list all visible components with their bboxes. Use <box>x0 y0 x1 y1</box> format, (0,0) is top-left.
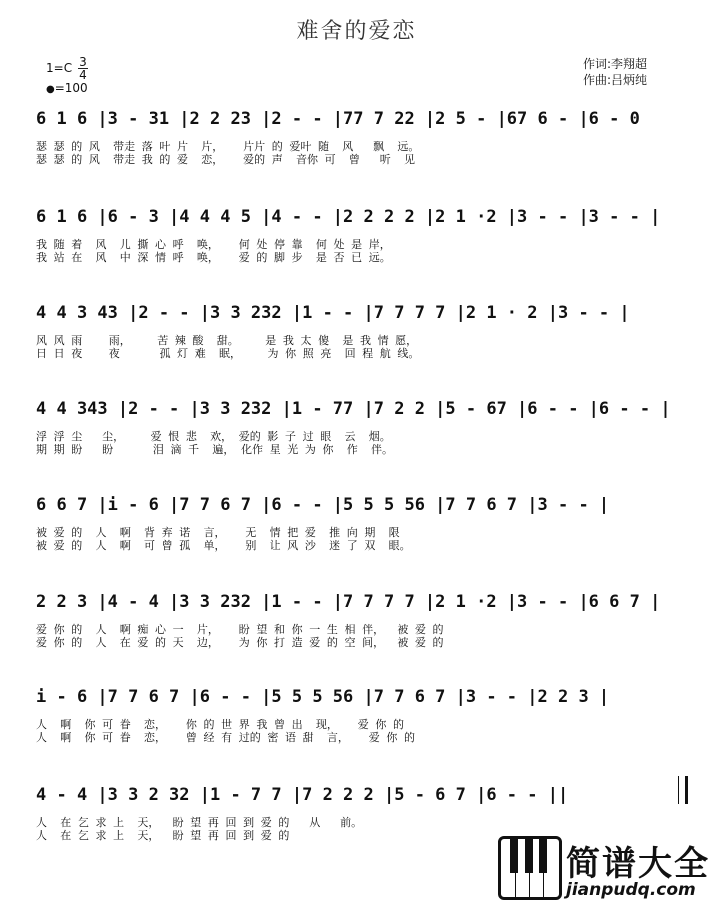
melody-line: 6 1 6 |6 - 3 |4 4 4 5 |4 - - |2 2 2 2 |2 1 ·2 |3 - - |3 - - | <box>36 207 661 227</box>
lyric-verse-1: 我 随 着 风 儿 撕 心 呼 唤， 何 处 停 靠 何 处 是 岸， <box>36 238 391 251</box>
piano-keys-icon <box>498 836 562 900</box>
lyric-verse-1: 浮 浮 尘 尘， 爱 恨 悲 欢， 爱的 影 子 过 眼 云 烟。 <box>36 430 391 443</box>
score-line-5 <box>36 494 688 552</box>
tempo-value: =100 <box>54 81 88 95</box>
time-sig-top: 3 <box>79 55 87 69</box>
final-barline <box>678 776 688 804</box>
watermark-name: 简谱大全 <box>566 844 710 884</box>
melody-line: i - 6 |7 7 6 7 |6 - - |5 5 5 56 |7 7 6 7 |3 - - |2 2 3 | <box>36 687 610 707</box>
lyric-verse-1: 瑟 瑟 的 风 带走 落 叶 片 片， 片片 的 爱叶 随 风 飘 远。 <box>36 140 420 153</box>
lyric-verse-2: 日 日 夜 夜 孤 灯 难 眠， 为 你 照 亮 回 程 航 线。 <box>36 347 420 360</box>
score-line-1 <box>36 108 688 166</box>
melody-line: 2 2 3 |4 - 4 |3 3 232 |1 - - |7 7 7 7 |2 1 ·2 |3 - - |6 6 7 | <box>36 592 661 612</box>
score-line-7 <box>36 686 688 744</box>
composer-credit: 作曲:吕炳纯 <box>583 73 648 87</box>
melody-line: 4 - 4 |3 3 2 32 |1 - 7 7 |7 2 2 2 |5 - 6 7 |6 - - || <box>36 785 569 805</box>
watermark-logo <box>498 836 713 904</box>
key-signature <box>46 56 88 81</box>
lyric-verse-1: 风 风 雨 雨， 苦 辣 酸 甜。 是 我 太 傻 是 我 情 愿， <box>36 334 418 347</box>
lyric-verse-2: 期 期 盼 盼 泪 滴 千 遍， 化作 星 光 为 你 作 伴。 <box>36 443 393 456</box>
watermark-url: jianpudq.com <box>566 880 696 900</box>
lyric-verse-1: 爱 你 的 人 啊 痴 心 一 片， 盼 望 和 你 一 生 相 伴， 被 爱 的 <box>36 623 444 636</box>
score-line-3 <box>36 302 688 360</box>
lyric-verse-2: 瑟 瑟 的 风 带走 我 的 爱 恋， 爱的 声 音你 可 曾 听 见 <box>36 153 415 166</box>
lyric-verse-1: 被 爱 的 人 啊 背 弃 诺 言， 无 情 把 爱 推 向 期 限 <box>36 526 400 539</box>
score-line-2 <box>36 206 688 264</box>
time-signature <box>78 56 88 81</box>
lyric-verse-2: 人 啊 你 可 眷 恋， 曾 经 有 过的 密 语 甜 言， 爱 你 的 <box>36 731 415 744</box>
credits <box>583 56 647 88</box>
key-label: 1=C <box>46 61 73 75</box>
score-line-8 <box>36 784 688 842</box>
lyric-verse-1: 人 啊 你 可 眷 恋， 你 的 世 界 我 曾 出 现， 爱 你 的 <box>36 718 404 731</box>
time-sig-bottom: 4 <box>79 68 87 82</box>
lyric-verse-1: 人 在 乞 求 上 天， 盼 望 再 回 到 爱 的 从 前。 <box>36 816 363 829</box>
melody-line: 6 6 7 |i - 6 |7 7 6 7 |6 - - |5 5 5 56 |7 7 6 7 |3 - - | <box>36 495 610 515</box>
score-line-6 <box>36 591 688 649</box>
score-header-left <box>46 56 88 97</box>
score-line-4 <box>36 398 688 456</box>
song-title: 难舍的爱恋 <box>296 19 417 44</box>
melody-line: 4 4 3 43 |2 - - |3 3 232 |1 - - |7 7 7 7 |2 1 · 2 |3 - - | <box>36 303 630 323</box>
lyric-verse-2: 被 爱 的 人 啊 可 曾 孤 单， 别 让 风 沙 迷 了 双 眼。 <box>36 539 411 552</box>
lyric-verse-2: 爱 你 的 人 在 爱 的 天 边， 为 你 打 造 爱 的 空 间， 被 爱 的 <box>36 636 444 649</box>
melody-line: 6 1 6 |3 - 31 |2 2 23 |2 - - |77 7 22 |2 5 - |67 6 - |6 - 0 <box>36 109 640 129</box>
lyric-verse-2: 人 在 乞 求 上 天， 盼 望 再 回 到 爱 的 <box>36 829 290 842</box>
lyric-verse-2: 我 站 在 风 中 深 情 呼 唤， 爱 的 脚 步 是 否 已 远。 <box>36 251 391 264</box>
quarter-note-icon: ● <box>46 84 55 95</box>
melody-line: 4 4 343 |2 - - |3 3 232 |1 - 77 |7 2 2 |5 - 67 |6 - - |6 - - | <box>36 399 671 419</box>
lyricist-credit: 作词:李翔超 <box>583 57 648 71</box>
tempo-marking <box>46 81 88 97</box>
